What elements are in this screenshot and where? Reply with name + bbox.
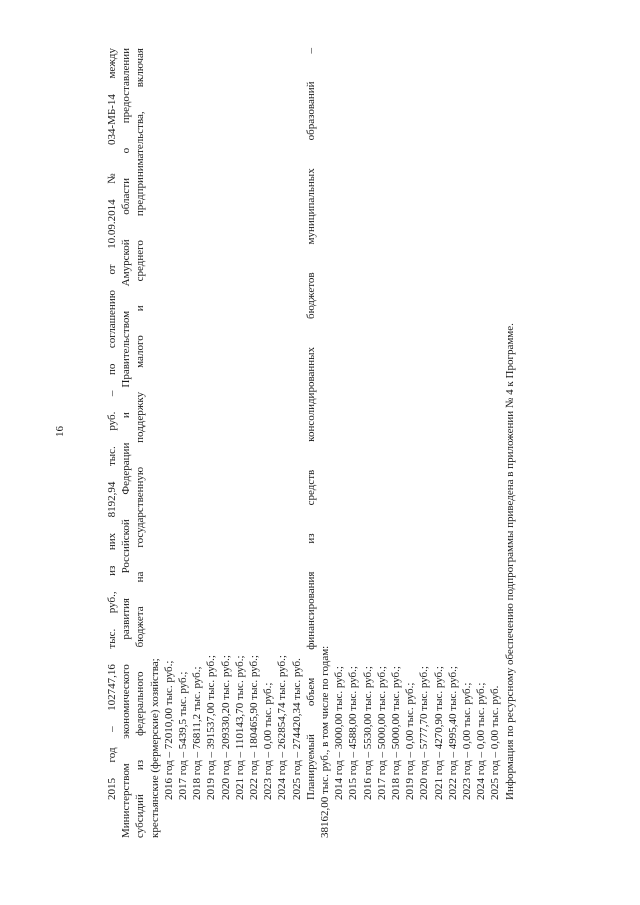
list-item: 2023 год – 0,00 тыс. руб.; bbox=[461, 682, 474, 800]
paragraph-line: 2015 год – 102747,16 тыс. руб., из них 8192,94 тыс. руб. – по соглашению от 10.09.2014 № 034-МБ-14 между bbox=[106, 48, 118, 800]
list-item: 2020 год – 209330,20 тыс. руб.; bbox=[219, 655, 232, 800]
list-item: 2017 год – 5439,5 тыс. руб.; bbox=[177, 671, 190, 800]
list-item: 2018 год – 5000,00 тыс. руб.; bbox=[390, 666, 403, 800]
list-item: 2022 год – 180465,90 тыс. руб.; bbox=[248, 655, 261, 800]
footer-paragraph: Информация по ресурсному обеспечению подпрограммы приведена в приложении № 4 к Программе. bbox=[503, 323, 516, 800]
list-item: 2024 год – 262854,74 тыс. руб.; bbox=[276, 655, 289, 800]
list-item: 2025 год – 0,00 тыс. руб. bbox=[489, 685, 502, 800]
list-item: 2021 год – 110143,70 тыс. руб.; bbox=[233, 655, 246, 800]
list-item: 2017 год – 5000,00 тыс. руб.; bbox=[375, 666, 388, 800]
paragraph-line: Министерством экономического развития Российской Федерации и Правительством Амурской области о предоставлении bbox=[120, 48, 133, 838]
list-item: 2019 год – 391537,00 тыс. руб.; bbox=[205, 655, 218, 800]
document-body bbox=[105, 48, 517, 838]
list-item: 2015 год – 4588,00 тыс. руб.; bbox=[347, 666, 360, 800]
list-item: 2024 год – 0,00 тыс. руб.; bbox=[475, 682, 488, 800]
list-item: 2020 год – 5777,70 тыс. руб.; bbox=[418, 666, 431, 800]
list-item: 2014 год – 3000,00 тыс. руб.; bbox=[333, 666, 346, 800]
page-number: 16 bbox=[54, 426, 66, 437]
paragraph-line: Планируемый объем финансирования из средств консолидированных бюджетов муниципальных образований – bbox=[304, 48, 317, 800]
list-item: 2016 год – 72010,00 тыс. руб.; bbox=[162, 660, 175, 800]
paragraph-line: 38162,00 тыс. руб., в том числе по годам: bbox=[319, 645, 332, 838]
list-item: 2025 год – 274420,34 тыс. руб. bbox=[290, 658, 303, 800]
list-item: 2023 год – 0,00 тыс. руб.; bbox=[262, 682, 275, 800]
list-item: 2016 год – 5530,00 тыс. руб.; bbox=[361, 666, 374, 800]
list-item: 2018 год – 76811,2 тыс. руб.; bbox=[191, 666, 204, 800]
list-item: 2021 год – 4270,90 тыс. руб.; bbox=[432, 666, 445, 800]
list-item: 2022 год – 4995,40 тыс. руб.; bbox=[446, 666, 459, 800]
list-item: 2019 год – 0,00 тыс. руб.; bbox=[404, 682, 417, 800]
paragraph-line: субсидий из федерального бюджета на государственную поддержку малого и среднего предпринимательства, включая bbox=[134, 48, 147, 838]
paragraph-line: крестьянские (фермерские) хозяйства; bbox=[148, 658, 161, 838]
